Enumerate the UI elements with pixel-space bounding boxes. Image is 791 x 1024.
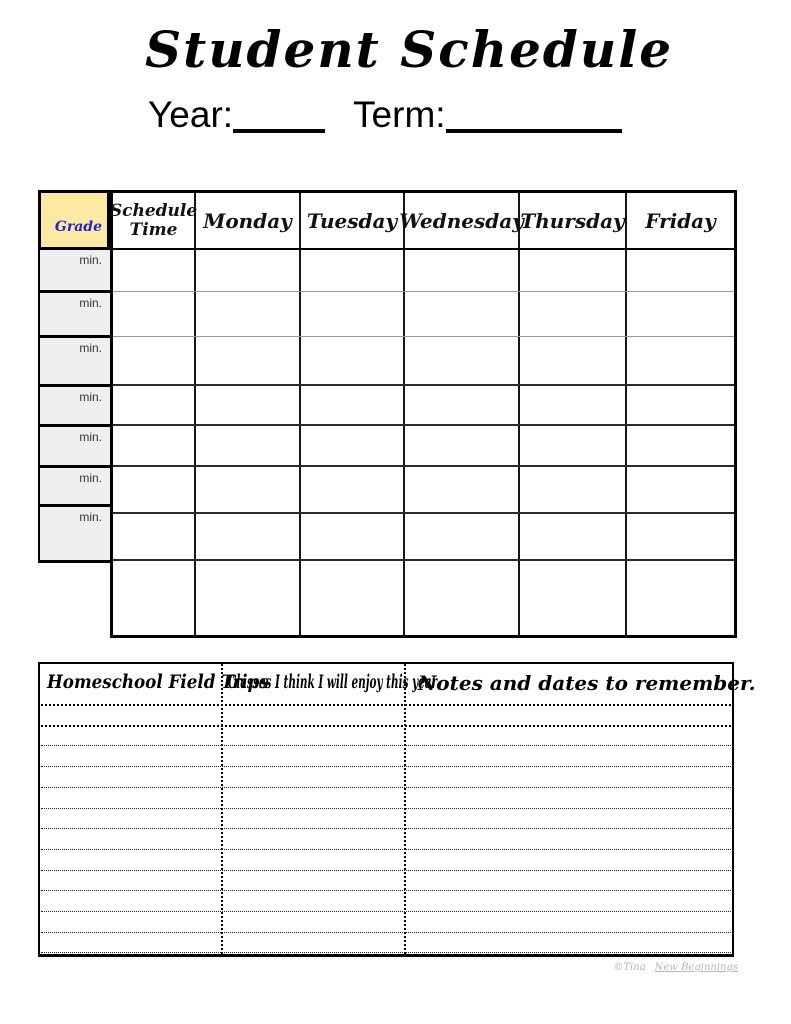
grade-label: Grade <box>54 219 102 235</box>
wednesday-header: Wednesday <box>405 193 520 248</box>
schedule-cell <box>301 467 405 512</box>
schedule-cell <box>196 292 301 336</box>
ruled-line <box>41 932 731 933</box>
schedule-row <box>113 250 734 292</box>
min-label: min. <box>79 296 102 310</box>
ruled-line <box>41 870 731 871</box>
ruled-line <box>41 952 731 953</box>
schedule-cell <box>520 386 627 424</box>
schedule-cell <box>301 337 405 384</box>
schedule-cell <box>520 561 627 635</box>
ruled-line <box>41 745 731 746</box>
min-label: min. <box>79 390 102 404</box>
schedule-cell <box>196 467 301 512</box>
schedule-table <box>110 190 737 638</box>
year-label: Year: <box>148 94 234 135</box>
year-term-line <box>148 94 622 136</box>
schedule-cell <box>520 426 627 465</box>
ruled-line <box>41 849 731 850</box>
grade-min-cell <box>38 250 110 293</box>
schedule-cell <box>113 337 196 384</box>
schedule-cell <box>301 561 405 635</box>
min-label: min. <box>79 510 102 524</box>
grade-min-cell <box>38 338 110 387</box>
schedule-cell <box>627 514 734 559</box>
schedule-cell <box>405 467 520 512</box>
schedule-cell <box>113 467 196 512</box>
tuesday-header: Tuesday <box>301 193 405 248</box>
min-label: min. <box>79 341 102 355</box>
copyright-line <box>613 962 738 973</box>
schedule-cell <box>301 426 405 465</box>
field-trips-header: Homeschool Field Trips <box>47 671 269 693</box>
ruled-line <box>41 766 731 767</box>
schedule-body <box>113 250 734 635</box>
schedule-cell <box>196 250 301 291</box>
schedule-cell <box>301 292 405 336</box>
schedule-cell <box>196 514 301 559</box>
schedule-cell <box>627 250 734 291</box>
term-blank-line <box>446 129 622 133</box>
schedule-row <box>113 514 734 561</box>
schedule-cell <box>405 426 520 465</box>
grade-min-cell <box>38 293 110 338</box>
grade-min-cell <box>38 468 110 507</box>
grade-column-rows <box>38 250 110 563</box>
grade-min-cell <box>38 507 110 563</box>
schedule-cell <box>405 292 520 336</box>
copyright-text: ©Tina <box>613 962 646 973</box>
schedule-cell <box>113 561 196 635</box>
schedule-cell <box>520 250 627 291</box>
schedule-cell <box>520 514 627 559</box>
brand-link[interactable]: New Beginnings <box>654 962 738 973</box>
schedule-cell <box>520 337 627 384</box>
grade-min-cell <box>38 387 110 427</box>
schedule-row <box>113 561 734 635</box>
schedule-cell <box>113 426 196 465</box>
schedule-header-row <box>109 193 734 250</box>
min-label: min. <box>79 471 102 485</box>
year-blank-line <box>233 129 325 133</box>
ruled-line <box>41 787 731 788</box>
schedule-cell <box>113 292 196 336</box>
schedule-cell <box>627 386 734 424</box>
schedule-time-header: Schedule Time <box>113 193 196 248</box>
schedule-cell <box>405 386 520 424</box>
thursday-header: Thursday <box>520 193 627 248</box>
schedule-cell <box>113 386 196 424</box>
schedule-row <box>113 467 734 514</box>
schedule-cell <box>196 386 301 424</box>
schedule-cell <box>113 250 196 291</box>
ruled-line <box>41 911 731 912</box>
schedule-cell <box>520 467 627 512</box>
schedule-row <box>113 292 734 337</box>
min-label: min. <box>79 253 102 267</box>
schedule-cell <box>405 250 520 291</box>
schedule-cell <box>196 426 301 465</box>
schedule-cell <box>301 250 405 291</box>
schedule-cell <box>301 514 405 559</box>
schedule-cell <box>627 337 734 384</box>
schedule-cell <box>627 561 734 635</box>
friday-header: Friday <box>645 208 716 233</box>
schedule-cell <box>405 514 520 559</box>
min-label: min. <box>79 430 102 444</box>
schedule-cell <box>196 561 301 635</box>
schedule-cell <box>113 514 196 559</box>
schedule-cell <box>627 426 734 465</box>
ruled-line <box>41 808 731 809</box>
schedule-cell <box>627 467 734 512</box>
term-label: Term: <box>353 94 446 135</box>
schedule-cell <box>301 386 405 424</box>
schedule-cell <box>405 561 520 635</box>
schedule-cell <box>405 337 520 384</box>
schedule-cell <box>520 292 627 336</box>
ruled-line <box>41 828 731 829</box>
monday-header: Monday <box>196 193 301 248</box>
grade-min-cell <box>38 427 110 468</box>
classes-enjoy-header: Classes I think I will enjoy this year. <box>228 671 440 693</box>
schedule-row <box>113 337 734 386</box>
notes-section <box>38 662 756 957</box>
schedule-cell <box>627 292 734 336</box>
ruled-line <box>41 725 731 727</box>
schedule-row <box>113 426 734 467</box>
grade-column <box>38 190 110 563</box>
ruled-line <box>41 704 731 706</box>
grade-header-cell <box>38 190 110 250</box>
ruled-line <box>41 890 731 891</box>
schedule-row <box>113 386 734 426</box>
schedule-cell <box>196 337 301 384</box>
notes-dates-header: Notes and dates to remember. <box>418 671 756 695</box>
page-title: Student Schedule <box>145 20 674 79</box>
